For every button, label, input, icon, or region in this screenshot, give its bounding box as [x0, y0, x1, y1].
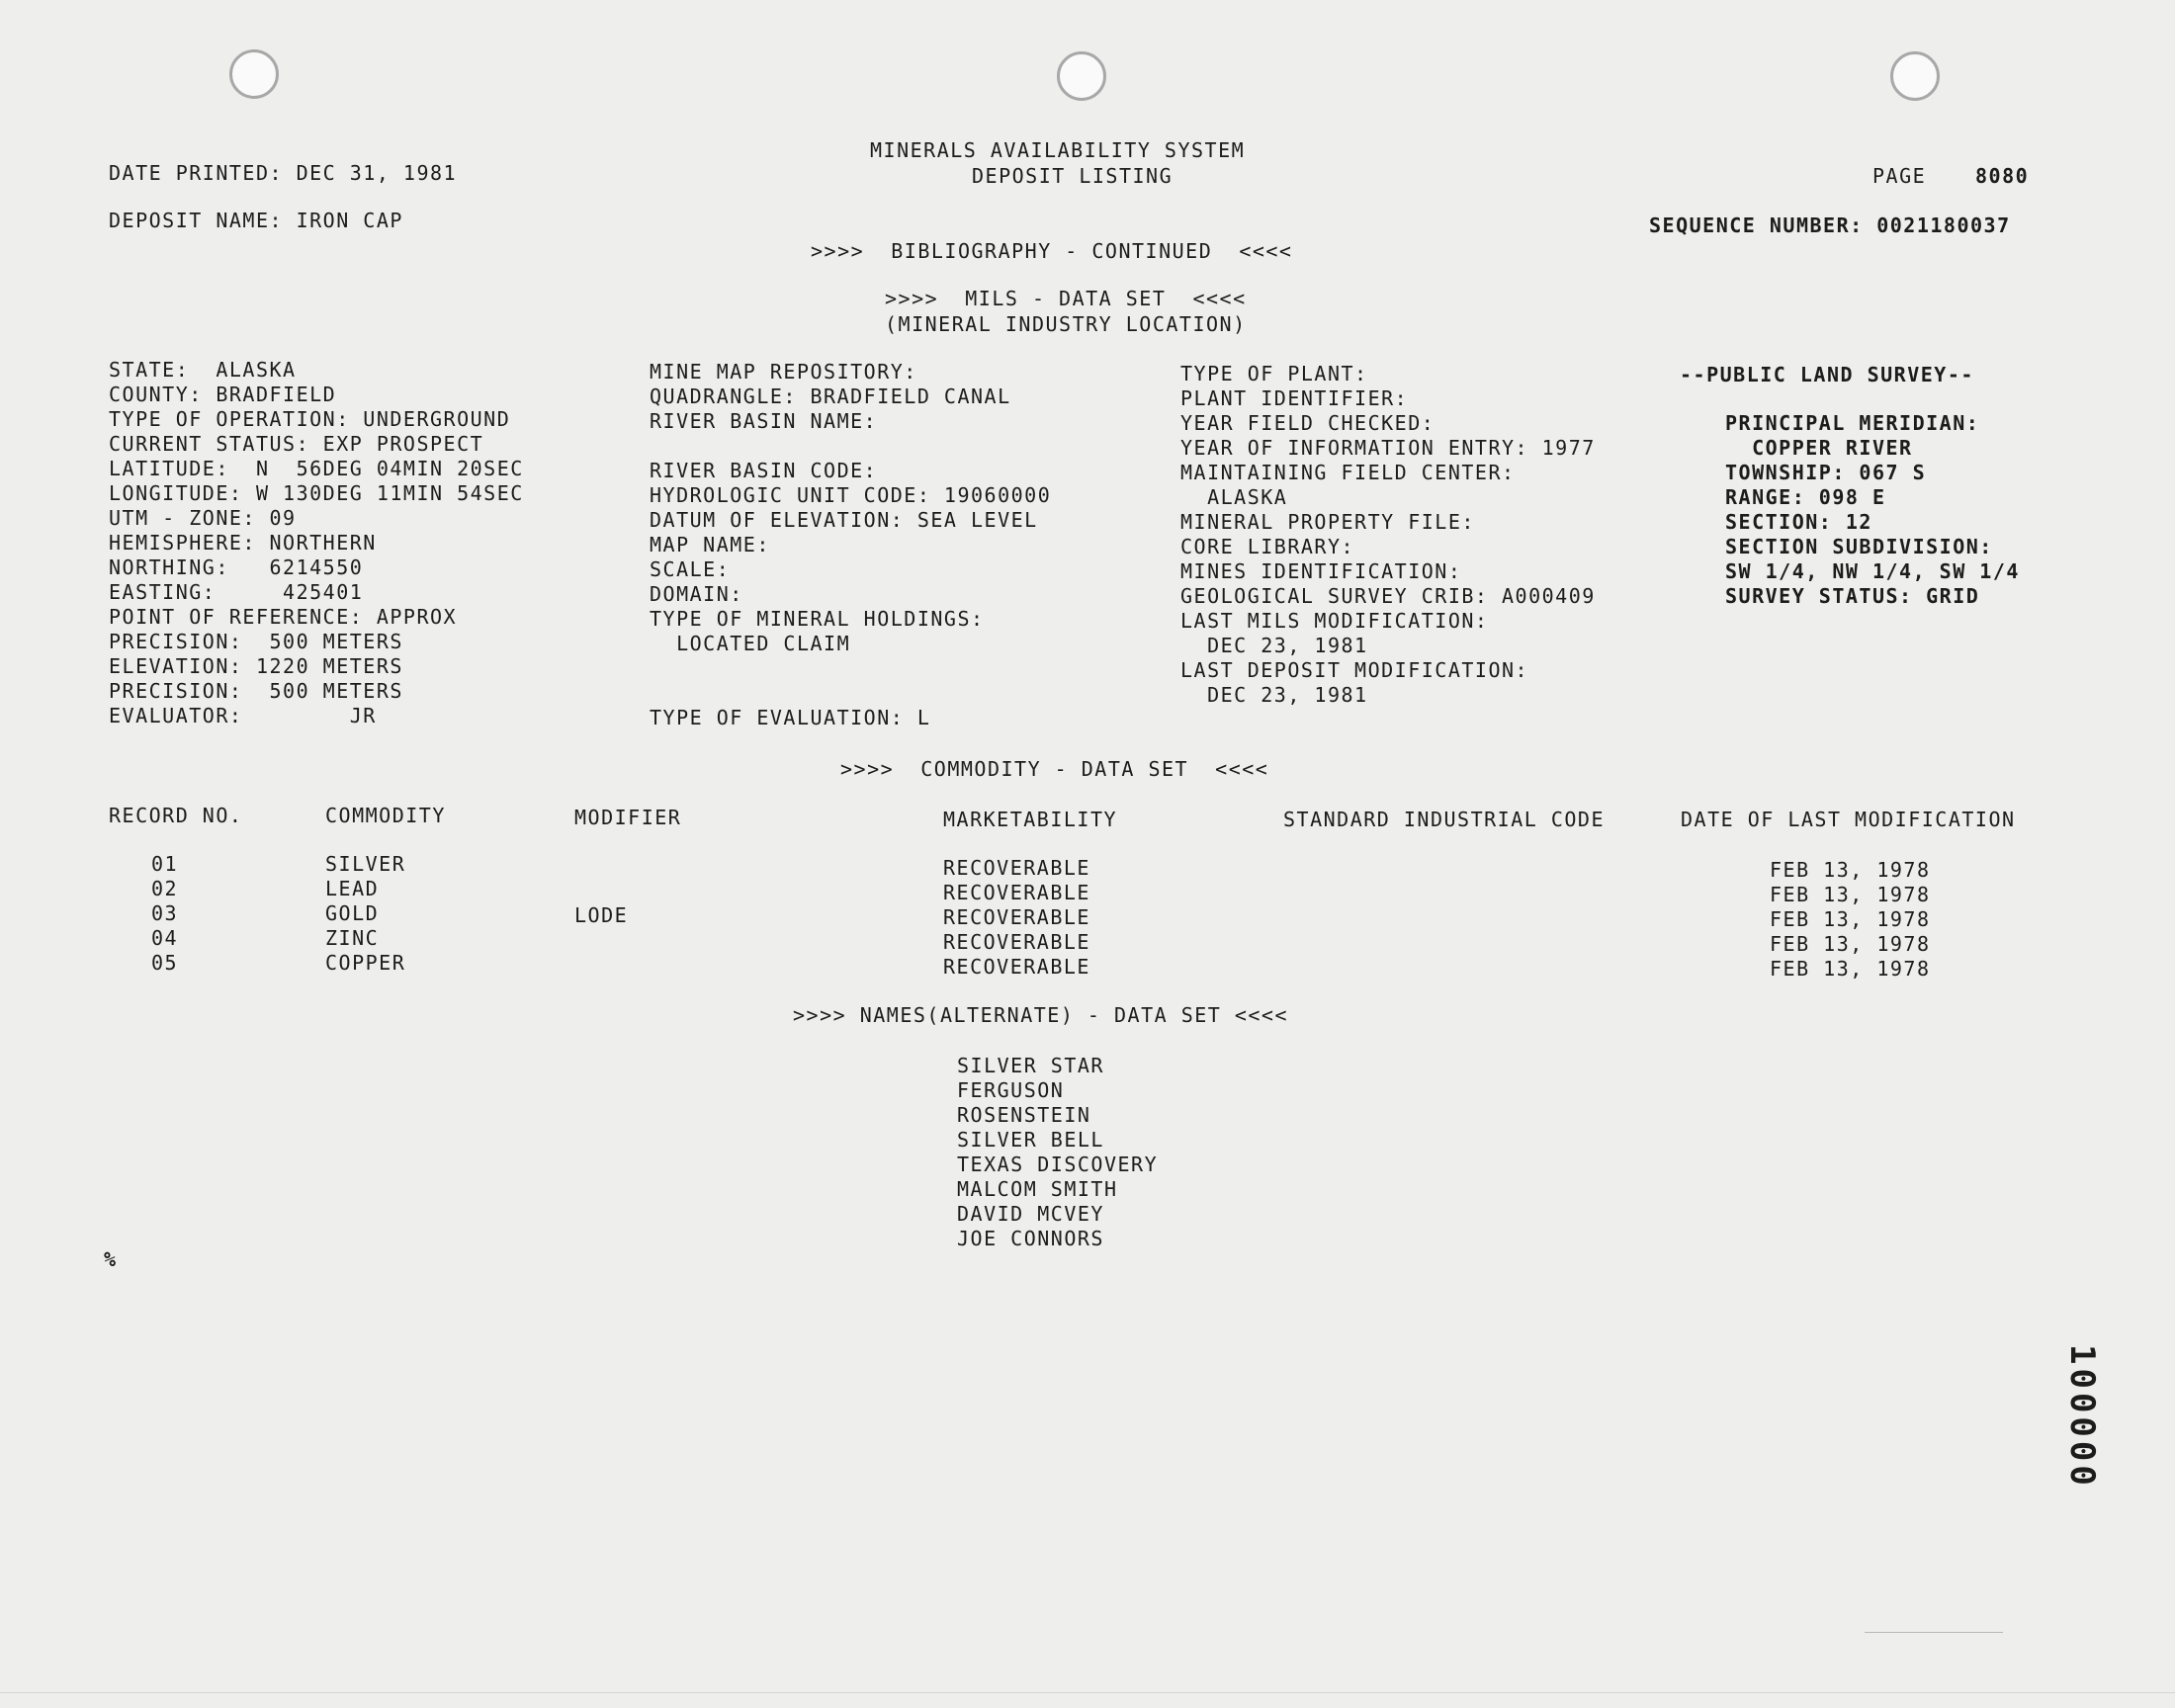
section-subdivision-value: SW 1/4, NW 1/4, SW 1/4 [1725, 559, 2020, 583]
location-column [109, 358, 524, 728]
longitude: LONGITUDE: W 130DEG 11MIN 54SEC [109, 481, 524, 505]
hydrologic-unit-code: HYDROLOGIC UNIT CODE: 19060000 [650, 483, 1052, 507]
alternate-names-list [957, 1054, 1158, 1251]
alternate-name: FERGUSON [957, 1078, 1065, 1102]
listing-title: DEPOSIT LISTING [972, 164, 1174, 188]
names-title: >>>> NAMES(ALTERNATE) - DATA SET <<<< [793, 1003, 1289, 1027]
principal-meridian: PRINCIPAL MERIDIAN: [1725, 411, 1980, 435]
date-printed: DATE PRINTED: DEC 31, 1981 [109, 161, 458, 185]
commodity-name: GOLD [325, 901, 380, 925]
alternate-name: TEXAS DISCOVERY [957, 1153, 1159, 1176]
col-header-marketability: MARKETABILITY [943, 808, 1118, 831]
punch-hole-right [1890, 51, 1940, 101]
alternate-name: SILVER BELL [957, 1128, 1104, 1152]
percent-mark: % [104, 1247, 118, 1271]
mines-identification: MINES IDENTIFICATION: [1180, 559, 1462, 583]
punch-hole-center [1057, 51, 1106, 101]
col-header-sic: STANDARD INDUSTRIAL CODE [1283, 808, 1605, 831]
date-of-last-modification: FEB 13, 1978 [1770, 957, 1931, 981]
spacer [650, 656, 1051, 681]
type-of-plant: TYPE OF PLANT: [1180, 362, 1368, 385]
year-field-checked: YEAR FIELD CHECKED: [1180, 411, 1436, 435]
page-edge [0, 1692, 2175, 1693]
deposit-name: DEPOSIT NAME: IRON CAP [109, 209, 403, 232]
mineral-holdings-value: LOCATED CLAIM [650, 632, 851, 655]
mine-map-repository: MINE MAP REPOSITORY: [650, 360, 917, 384]
principal-meridian-value: COPPER RIVER [1725, 436, 1913, 460]
alternate-name: JOE CONNORS [957, 1227, 1104, 1250]
system-title: MINERALS AVAILABILITY SYSTEM [870, 138, 1246, 162]
date-of-last-modification: FEB 13, 1978 [1770, 907, 1931, 931]
latitude: LATITUDE: N 56DEG 04MIN 20SEC [109, 457, 524, 480]
utm-zone: UTM - ZONE: 09 [109, 506, 297, 530]
northing: NORTHING: 6214550 [109, 555, 364, 579]
sequence-number: SEQUENCE NUMBER: 0021180037 [1649, 214, 2011, 237]
last-deposit-modification-date: DEC 23, 1981 [1180, 683, 1368, 707]
section: SECTION: 12 [1725, 510, 1872, 534]
alternate-name: DAVID MCVEY [957, 1202, 1104, 1226]
core-library: CORE LIBRARY: [1180, 535, 1355, 558]
alternate-name: SILVER STAR [957, 1054, 1104, 1077]
scan-line [1865, 1632, 2003, 1633]
type-of-operation: TYPE OF OPERATION: UNDERGROUND [109, 407, 511, 431]
marketability: RECOVERABLE [943, 905, 1090, 929]
precision: PRECISION: 500 METERS [109, 630, 403, 653]
plant-identifier: PLANT IDENTIFIER: [1180, 386, 1409, 410]
hemisphere: HEMISPHERE: NORTHERN [109, 531, 377, 555]
mineral-property-file: MINERAL PROPERTY FILE: [1180, 510, 1475, 534]
record-number: 04 [151, 926, 179, 950]
range: RANGE: 098 E [1725, 485, 1886, 509]
record-number: 01 [151, 852, 179, 876]
year-of-information-entry: YEAR OF INFORMATION ENTRY: 1977 [1180, 436, 1596, 460]
easting: EASTING: 425401 [109, 580, 364, 604]
elevation-precision: PRECISION: 500 METERS [109, 679, 403, 703]
state: STATE: ALASKA [109, 358, 297, 382]
punch-hole-left [229, 49, 279, 99]
bibliography-heading: >>>> BIBLIOGRAPHY - CONTINUED <<<< [811, 239, 1293, 263]
commodity-name: LEAD [325, 877, 380, 900]
domain: DOMAIN: [650, 582, 743, 606]
marketability: RECOVERABLE [943, 955, 1090, 979]
current-status: CURRENT STATUS: EXP PROSPECT [109, 432, 484, 456]
microfiche-stamp: 100000 [2062, 1344, 2102, 1490]
page-number: 8080 [1975, 164, 2030, 188]
datum-of-elevation: DATUM OF ELEVATION: SEA LEVEL [650, 508, 1038, 532]
type-of-evaluation: TYPE OF EVALUATION: L [650, 706, 931, 729]
commodity-name: SILVER [325, 852, 406, 876]
col-header-date: DATE OF LAST MODIFICATION [1681, 808, 2016, 831]
date-of-last-modification: FEB 13, 1978 [1770, 932, 1931, 956]
map-column [650, 360, 1051, 730]
mils-subtitle: (MINERAL INDUSTRY LOCATION) [885, 312, 1247, 336]
last-mils-modification: LAST MILS MODIFICATION: [1180, 609, 1489, 633]
marketability: RECOVERABLE [943, 856, 1090, 880]
elevation: ELEVATION: 1220 METERS [109, 654, 403, 678]
commodity-name: ZINC [325, 926, 380, 950]
marketability: RECOVERABLE [943, 930, 1090, 954]
plant-column [1180, 362, 1596, 708]
type-of-mineral-holdings: TYPE OF MINERAL HOLDINGS: [650, 607, 985, 631]
commodity-title: >>>> COMMODITY - DATA SET <<<< [840, 757, 1269, 781]
township: TOWNSHIP: 067 S [1725, 461, 1927, 484]
map-name: MAP NAME: [650, 533, 770, 556]
alternate-name: ROSENSTEIN [957, 1103, 1091, 1127]
col-header-commodity: COMMODITY [325, 804, 446, 827]
maintaining-field-center: MAINTAINING FIELD CENTER: [1180, 461, 1516, 484]
spacer [650, 434, 1051, 459]
record-number: 03 [151, 901, 179, 925]
marketability: RECOVERABLE [943, 881, 1090, 904]
date-of-last-modification: FEB 13, 1978 [1770, 858, 1931, 882]
modifier: LODE [574, 903, 629, 927]
geological-survey-crib: GEOLOGICAL SURVEY CRIB: A000409 [1180, 584, 1596, 608]
river-basin-code: RIVER BASIN CODE: [650, 459, 878, 482]
county: COUNTY: BRADFIELD [109, 383, 337, 406]
section-subdivision: SECTION SUBDIVISION: [1725, 535, 1993, 558]
evaluator: EVALUATOR: JR [109, 704, 377, 727]
date-of-last-modification: FEB 13, 1978 [1770, 883, 1931, 906]
survey-status: SURVEY STATUS: GRID [1725, 584, 1980, 608]
point-of-reference: POINT OF REFERENCE: APPROX [109, 605, 458, 629]
record-number: 05 [151, 951, 179, 975]
last-deposit-modification: LAST DEPOSIT MODIFICATION: [1180, 658, 1529, 682]
scale: SCALE: [650, 557, 731, 581]
col-header-modifier: MODIFIER [574, 806, 682, 829]
field-center-value: ALASKA [1180, 485, 1288, 509]
mils-title: >>>> MILS - DATA SET <<<< [885, 287, 1247, 310]
land-survey-column [1725, 411, 2020, 609]
col-header-record: RECORD NO. [109, 804, 243, 827]
spacer [650, 681, 1051, 706]
last-mils-modification-date: DEC 23, 1981 [1180, 634, 1368, 657]
alternate-name: MALCOM SMITH [957, 1177, 1118, 1201]
commodity-name: COPPER [325, 951, 406, 975]
river-basin-name: RIVER BASIN NAME: [650, 409, 878, 433]
record-number: 02 [151, 877, 179, 900]
page-label: PAGE [1872, 164, 1927, 188]
quadrangle: QUADRANGLE: BRADFIELD CANAL [650, 384, 1011, 408]
public-land-survey-title: --PUBLIC LAND SURVEY-- [1680, 363, 1974, 386]
